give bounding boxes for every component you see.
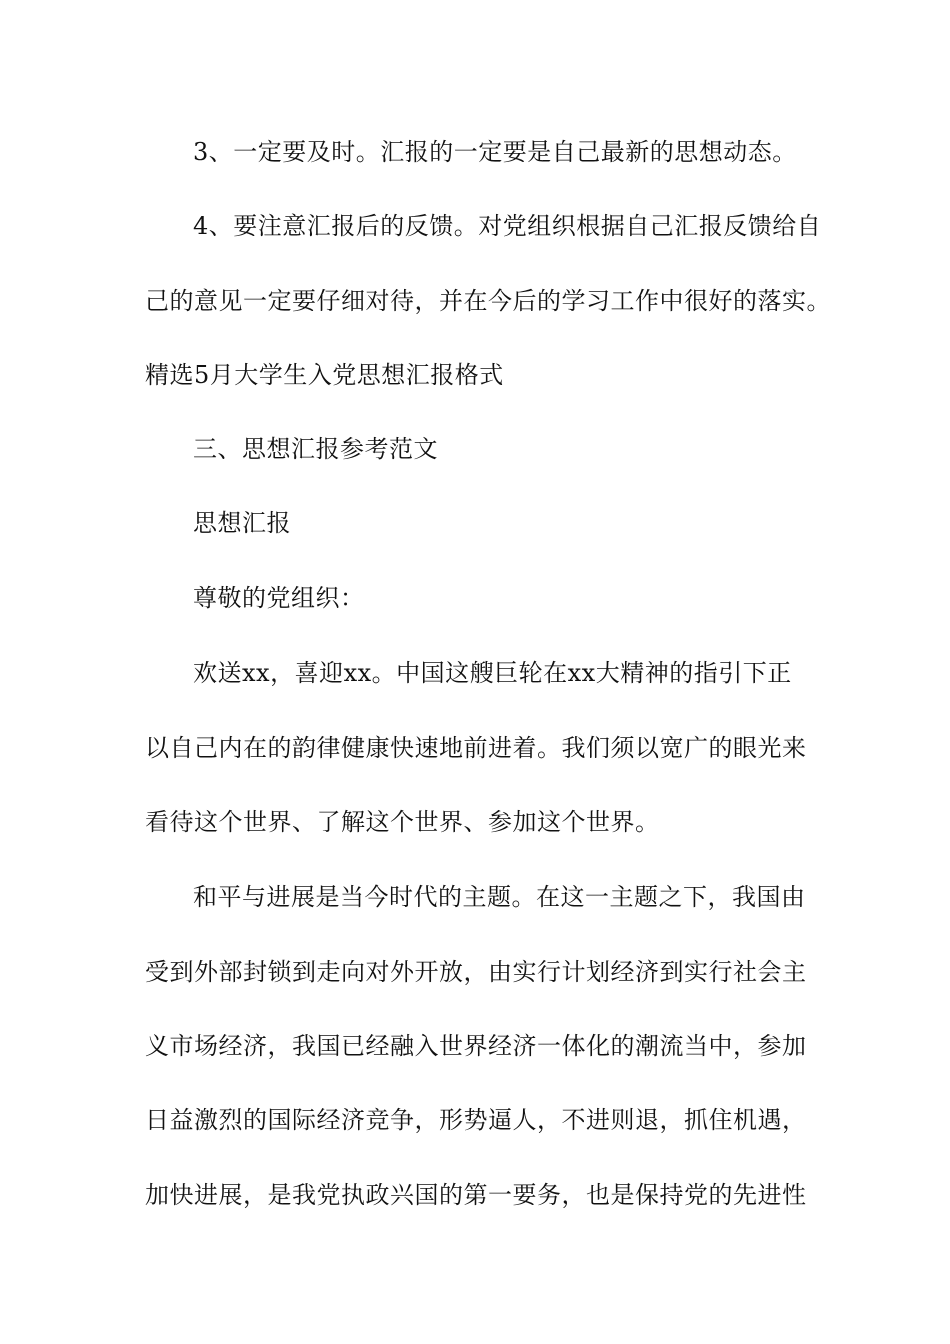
text-line-8: 欢送xx，喜迎xx。中国这艘巨轮在xx大精神的指引下正 [193, 659, 792, 687]
text-line-11: 和平与进展是当今时代的主题。在这一主题之下，我国由 [193, 883, 806, 911]
text-line-3: 己的意见一定要仔细对待，并在今后的学习工作中很好的落实。 [145, 287, 831, 315]
text-line-1: 3、一定要及时。汇报的一定要是自己最新的思想动态。 [193, 138, 797, 166]
text-line-15: 加快进展，是我党执政兴国的第一要务，也是保持党的先进性 [145, 1181, 807, 1209]
text-line-14: 日益激烈的国际经济竞争，形势逼人，不进则退，抓住机遇， [145, 1106, 807, 1134]
text-line-9: 以自己内在的韵律健康快速地前进着。我们须以宽广的眼光来 [145, 734, 807, 762]
subsection-heading: 三、思想汇报参考范文 [193, 435, 438, 463]
section-heading: 精选5月大学生入党思想汇报格式 [145, 361, 504, 389]
text-line-12: 受到外部封锁到走向对外开放，由实行计划经济到实行社会主 [145, 958, 807, 986]
text-line-10: 看待这个世界、了解这个世界、参加这个世界。 [145, 808, 660, 836]
salutation: 尊敬的党组织： [193, 584, 365, 612]
text-line-13: 义市场经济，我国已经融入世界经济一体化的潮流当中，参加 [145, 1032, 807, 1060]
text-line-2: 4、要注意汇报后的反馈。对党组织根据自己汇报反馈给自 [193, 212, 822, 240]
report-title: 思想汇报 [193, 509, 291, 537]
